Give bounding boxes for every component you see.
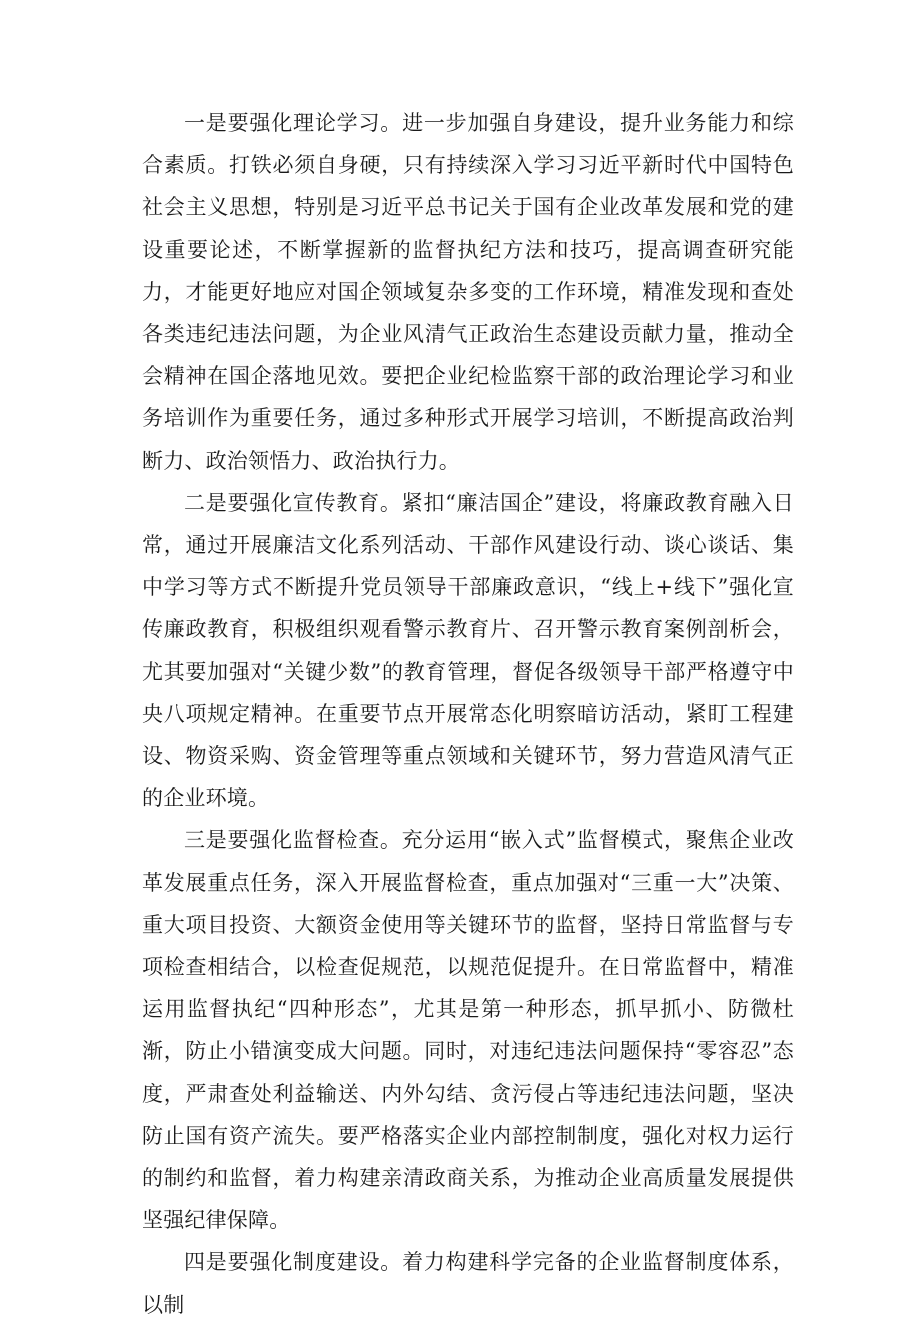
document-page: [142, 102, 794, 1326]
paragraph-publicity-education: 二是要强化宣传教育。紧扣“廉洁国企”建设，将廉政教育融入日常，通过开展廉洁文化系列活动、干部作风建设行动、谈心谈话、集中学习等方式不断提升党员领导干部廉政意识，“线上+线下”强化宣传廉政教育，积极组织观看警示教育片、召开警示教育案例剖析会，尤其要加强对“关键少数”的教育管理，督促各级领导干部严格遵守中央八项规定精神。在重要节点开展常态化明察暗访活动，紧盯工程建设、物资采购、资金管理等重点领域和关键环节，努力营造风清气正的企业环境。: [142, 490, 794, 811]
paragraph-system-building: 四是要强化制度建设。着力构建科学完备的企业监督制度体系，以制: [142, 1250, 794, 1317]
paragraph-supervision-inspection: 三是要强化监督检查。充分运用“嵌入式”监督模式，聚焦企业改革发展重点任务，深入开展监督检查，重点加强对“三重一大”决策、重大项目投资、大额资金使用等关键环节的监督，坚持日常监督与专项检查相结合，以检查促规范，以规范促提升。在日常监督中，精准运用监督执纪“四种形态”，尤其是第一种形态，抓早抓小、防微杜渐，防止小错演变成大问题。同时，对违纪违法问题保持“零容忍”态度，严肃查处利益输送、内外勾结、贪污侵占等违纪违法问题，坚决防止国有资产流失。要严格落实企业内部控制制度，强化对权力运行的制约和监督，着力构建亲清政商关系，为推动企业高质量发展提供坚强纪律保障。: [142, 828, 794, 1233]
paragraph-theory-study: 一是要强化理论学习。进一步加强自身建设，提升业务能力和综合素质。打铁必须自身硬，只有持续深入学习习近平新时代中国特色社会主义思想，特别是习近平总书记关于国有企业改革发展和党的建设重要论述，不断掌握新的监督执纪方法和技巧，提高调查研究能力，才能更好地应对国企领域复杂多变的工作环境，精准发现和查处各类违纪违法问题，为企业风清气正政治生态建设贡献力量，推动全会精神在国企落地见效。要把企业纪检监察干部的政治理论学习和业务培训作为重要任务，通过多种形式开展学习培训，不断提高政治判断力、政治领悟力、政治执行力。: [142, 111, 794, 473]
